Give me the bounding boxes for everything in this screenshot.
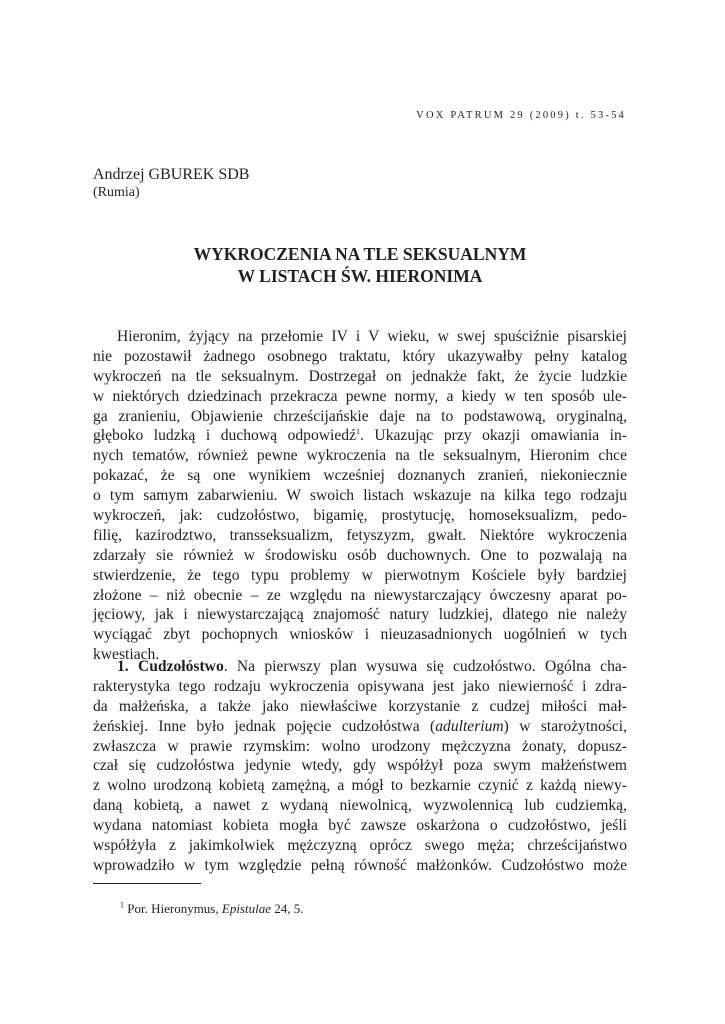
paragraph-intro (93, 327, 627, 665)
text-line: kwestiach. (93, 646, 160, 664)
footnote (120, 901, 303, 917)
text-segment: . Ukazując przy okazji omawiania in- (360, 427, 627, 445)
text-line: z wolno urodzoną kobietą zamężną, a mógł to bezkarnie czynić z każdą niewy- (93, 777, 627, 795)
title-line-2: W LISTACH ŚW. HIERONIMA (237, 266, 483, 286)
text-line: wprowadziło w tym względzie pełną równość małżonków. Cudzołóstwo może (93, 856, 627, 874)
footnote-ref[interactable]: 1 (356, 427, 360, 437)
section-adultery (93, 657, 627, 876)
text-line: zdarzały sie również w środowisku osób duchownych. One to pozwalają na (93, 546, 627, 564)
article-title (93, 243, 627, 287)
text-line: ga zranieniu, Objawienie chrześcijańskie daje na to podstawową, oryginalną, (93, 407, 627, 425)
text-line: pokazać, że są one wynikiem wcześniej doznanych zranień, niekoniecznie (93, 467, 627, 485)
text-line: wykroczeń, jak: cudzołóstwo, bigamię, prostytucję, homoseksualizm, pedo- (93, 507, 627, 525)
text-segment: 24, 5. (270, 901, 304, 916)
text-line: o tym samym zabarwieniu. W swoich listach wskazuje na kilka tego rodzaju (93, 487, 627, 505)
text-line: w niektórych dziedzinach przekracza pewne normy, a kiedy w ten sposób ule- (93, 387, 627, 405)
text-segment: żeńskiej. Inne było jednak pojęcie cudzołóstwa ( (93, 717, 436, 735)
text-line: da małżeńska, a także jako niewłaściwe korzystanie z cudzej miłości mał- (93, 697, 627, 715)
text-line (93, 426, 627, 446)
text-line: jęciowy, jak i niewystarczającą znajomość natury ludzkiej, dlatego nie należy (93, 606, 627, 624)
text-segment: Por. Hieronymus, (124, 901, 222, 916)
text-line: nych tematów, również pewne wykroczenia na tle seksualnym, Hieronim chce (93, 447, 627, 465)
text-line: filię, kazirodztwo, transseksualizm, fetyszyzm, gwałt. Niektóre wykroczenia (93, 526, 627, 544)
footnote-rule (93, 883, 201, 884)
text-segment: głęboko ludzką i duchową odpowiedź (93, 427, 356, 445)
text-line: rakterystyka tego rodzaju wykroczenia opisywana jest jako niewierność i zdra- (93, 677, 627, 695)
footnote-work-title: Epistulae (221, 901, 271, 916)
latin-term: adulterium (435, 717, 504, 735)
text-line (93, 657, 627, 677)
text-line: zwłaszcza w prawie rzymskim: wolno urodzony mężczyzna żonaty, dopusz- (93, 737, 627, 755)
title-line-1: WYKROCZENIA NA TLE SEKSUALNYM (193, 244, 527, 264)
text-line: stwierdzenie, że tego typu problemy w pierwotnym Kościele były bardziej (93, 566, 627, 584)
running-head: VOX PATRUM 29 (2009) t. 53-54 (416, 110, 626, 121)
author-name: Andrzej GBUREK SDB (93, 166, 250, 183)
text-line: daną kobietą, a nawet z wydaną niewolnicą, wyzwolennicą lub cudziemką, (93, 797, 627, 815)
text-line: nie pozostawił żadnego osobnego traktatu, który ukazywałby pełny katalog (93, 347, 627, 365)
author-affiliation: (Rumia) (93, 185, 140, 200)
text-line (93, 717, 627, 737)
text-line: współżyła z jakimkolwiek mężczyzną oprócz swego męża; chrześcijaństwo (93, 837, 627, 855)
text-line: wyciągać zbyt pochopnych wniosków i nieuzasadnionych uogólnień w tych (93, 626, 627, 644)
text-line: czał się cudzołóstwa jedynie wtedy, gdy współżył poza swym małżeństwem (93, 757, 627, 775)
text-line: wykroczeń na tle seksualnym. Dostrzegał on jednakże fakt, że życie ludzkie (93, 367, 627, 385)
text-line: wydana natomiast kobieta mogła być zawsze oskarżona o cudzołóstwo, jeśli (93, 817, 627, 835)
footnote-number: 1 (120, 900, 124, 910)
text-segment: . Na pierwszy plan wysuwa się cudzołóstwo. Ogólna cha- (223, 658, 628, 675)
text-segment: ) w starożytności, (503, 717, 627, 735)
section-heading: 1. Cudzołóstwo (117, 658, 224, 675)
text-line: złożone – niż obecnie – ze względu na niewystarczający ówczesny aparat po- (93, 586, 627, 604)
text-line: Hieronim, żyjący na przełomie IV i V wieku, w swej spuściźnie pisarskiej (117, 328, 627, 345)
